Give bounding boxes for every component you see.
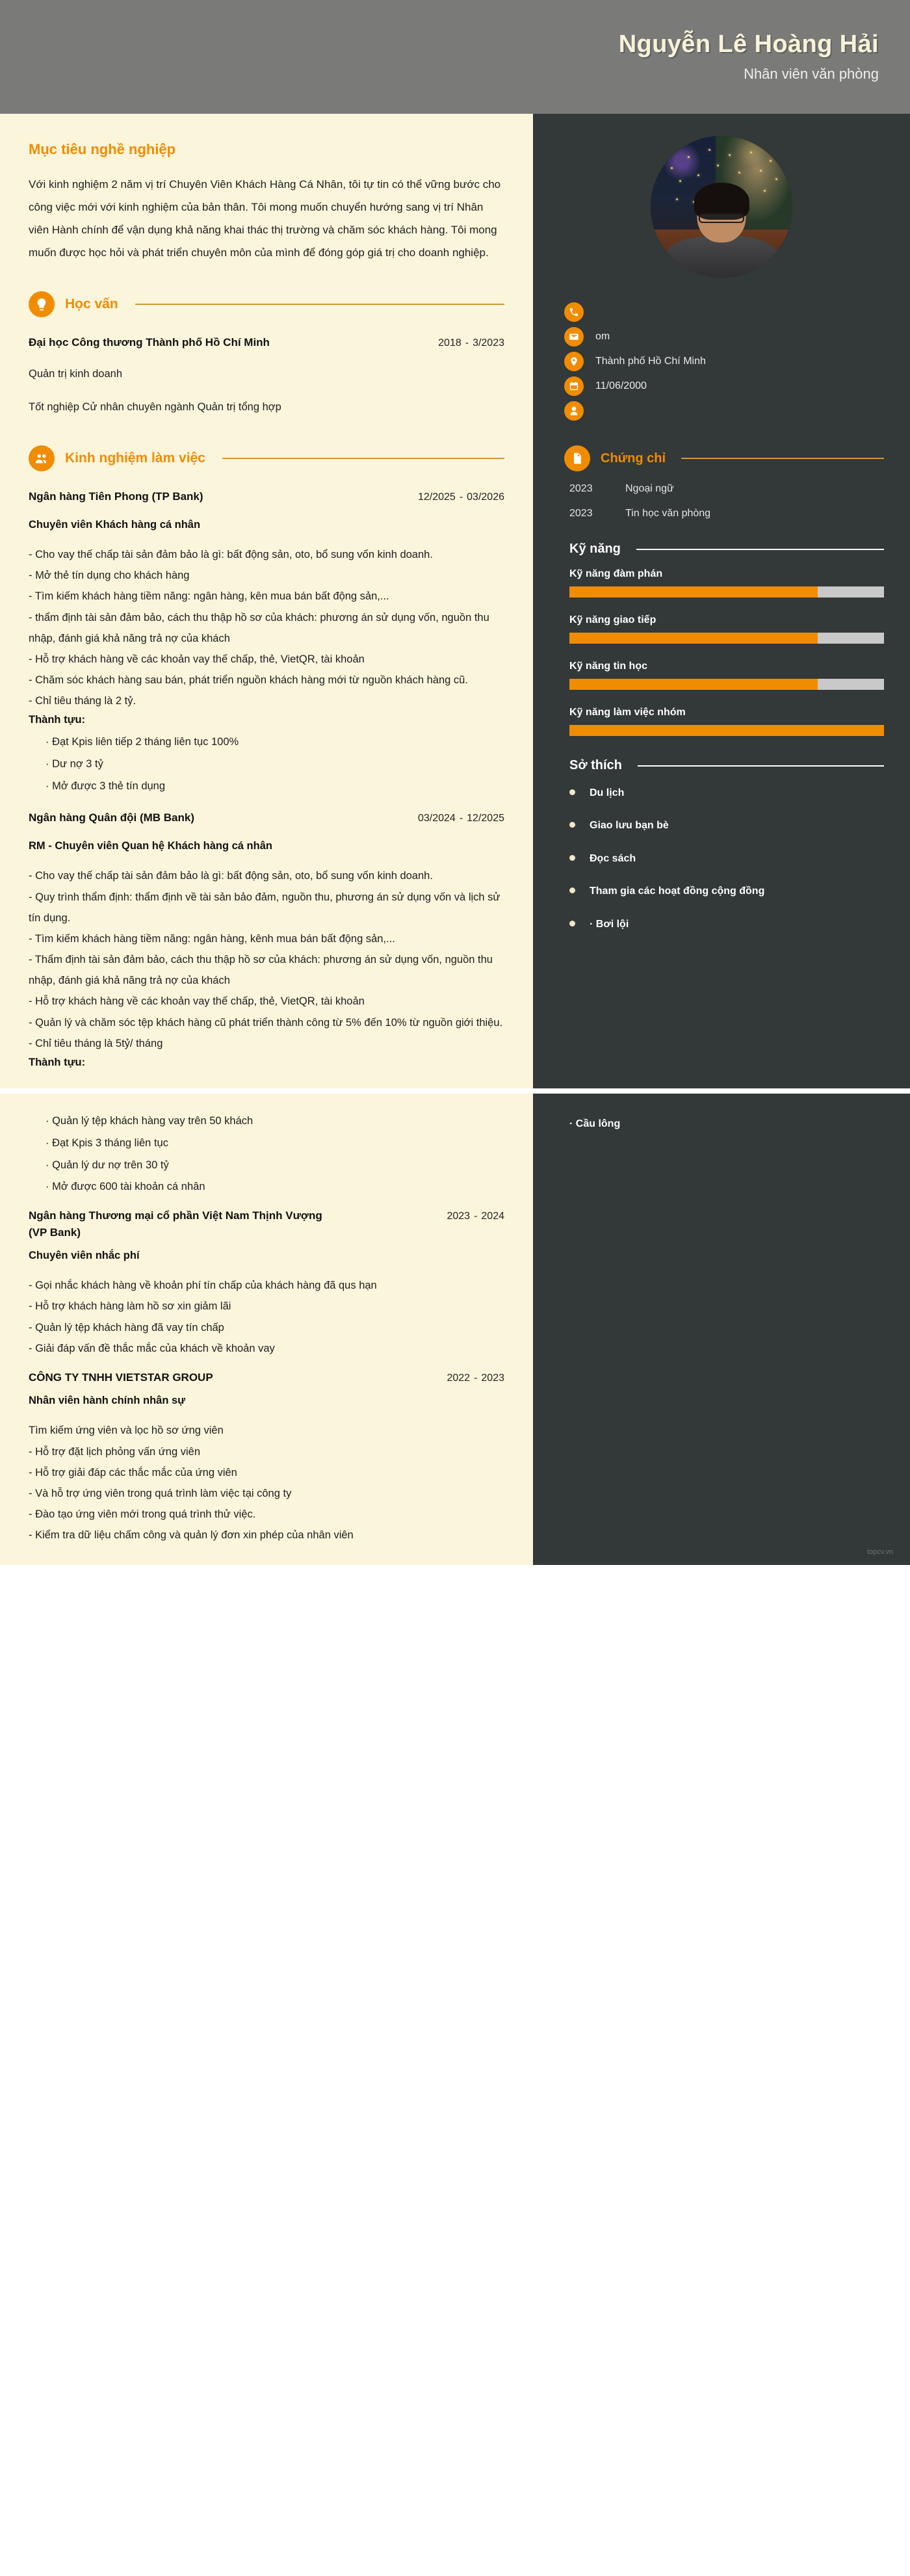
job-bullet: - Quy trình thẩm định: thẩm định về tài sản bảo đảm, nguồn thu, phương án sử dụng vốn và lịch sử tín dụng.	[29, 891, 500, 924]
job-bullet: - Chỉ tiêu tháng là 2 tỷ.	[29, 695, 136, 707]
certificates-section-header	[564, 445, 884, 471]
contact-birthdate: 11/06/2000	[595, 380, 647, 391]
cv-page	[0, 0, 910, 1088]
skills-title: Kỹ năng	[569, 542, 621, 556]
job-to: 03/2026	[467, 491, 504, 503]
education-from: 2018	[438, 337, 462, 349]
achievements-label: Thành tựu:	[29, 714, 86, 726]
job-bullet: - Hỗ trợ khách hàng về các khoản vay thế chấp, thẻ, VietQR, tài khoản	[29, 653, 365, 665]
job-bullet: - Hỗ trợ giải đáp các thắc mắc của ứng viên	[29, 1466, 237, 1479]
job-bullet: - thẩm định tài sản đảm bảo, cách thu thập hồ sơ của khách: phương án sử dụng vốn, nguồn thu nhập, đánh giá khả năng trả nợ của khách	[29, 611, 489, 644]
job-role: Chuyên viên Khách hàng cá nhân	[29, 519, 201, 531]
certificates-list	[569, 483, 884, 519]
section-rule	[222, 458, 504, 459]
experience-item	[29, 1369, 504, 1546]
sidebar-column	[533, 114, 910, 1088]
job-role: RM - Chuyên viên Quan hệ Khách hàng cá nhân	[29, 840, 272, 852]
hobby-label: Đọc sách	[590, 852, 636, 864]
page-break	[0, 1088, 910, 1094]
skill-name: Kỹ năng đàm phán	[569, 568, 663, 579]
education-section-header	[29, 291, 504, 317]
avatar-person	[683, 190, 760, 278]
job-bullets	[29, 544, 504, 711]
section-rule	[135, 304, 504, 305]
bullet-dot-icon	[569, 855, 575, 861]
skill-bar-fill	[569, 586, 818, 598]
avatar-wrapper	[533, 114, 910, 278]
job-bullet: - Hỗ trợ đặt lịch phỏng vấn ứng viên	[29, 1445, 201, 1458]
education-note: Tốt nghiệp Cử nhân chuyên ngành Quản trị tổng hợp	[29, 401, 281, 414]
hobby-label: Tham gia các hoạt đồng cộng đồng	[590, 886, 765, 897]
skill-name: Kỹ năng làm việc nhóm	[569, 707, 686, 718]
bullet-dot-icon	[569, 822, 575, 828]
job-dates: 2022 - 2023	[447, 1372, 504, 1384]
hobbies-section-header	[569, 758, 884, 773]
document-icon	[564, 445, 590, 471]
achievement-item: · Mở được 600 tài khoản cá nhân	[46, 1176, 504, 1198]
hobby-label: · Cầu lông	[569, 1118, 621, 1129]
skills-section-header	[569, 542, 884, 557]
achievement-item: · Đạt Kpis liên tiếp 2 tháng liên tục 100%	[46, 731, 504, 754]
skill-name: Kỹ năng giao tiếp	[569, 614, 656, 625]
job-bullet: - Tìm kiếm khách hàng tiềm năng: ngân hàng, kên mua bán bất động sản,...	[29, 590, 389, 603]
certificate-item	[569, 508, 884, 519]
contact-location: Thành phố Hồ Chí Minh	[595, 356, 706, 367]
job-bullet: - Quản lý tệp khách hàng đã vay tín chấp	[29, 1321, 224, 1334]
job-bullet: - Hỗ trợ khách hàng về các khoản vay thế chấp, thẻ, VietQR, tài khoản	[29, 995, 365, 1008]
job-to: 2024	[481, 1211, 504, 1222]
job-bullet: - Và hỗ trợ ứng viên trong quá trình làm việc tại công ty	[29, 1487, 292, 1499]
objective-text: Với kinh nghiệm 2 năm vị trí Chuyên Viên Khách Hàng Cá Nhân, tôi tự tin có thể vững bước cho công việc mới với kinh nghiệm của bản thân. Tôi mong muốn chuyển hướng sang vị trí Nhân viên Hành chính để vận dụng khả năng khai thác thị trường và chăm sóc khách hàng. Tôi mong muốn được học hỏi và phát triển chuyên môn của mình để đóng góp giá trị cho doanh nghiệp.	[29, 178, 501, 259]
job-from: 2023	[447, 1211, 471, 1222]
job-bullet: - Giải đáp vấn đề thắc mắc của khách về khoản vay	[29, 1342, 275, 1354]
hobby-item	[569, 850, 884, 867]
location-icon	[564, 352, 584, 371]
job-org: CÔNG TY TNHH VIETSTAR GROUP	[29, 1371, 213, 1384]
job-org: Ngân hàng Quân đội (MB Bank)	[29, 811, 194, 824]
skill-bar	[569, 725, 884, 736]
hobby-item	[569, 817, 884, 834]
hobbies-title: Sở thích	[569, 758, 622, 772]
hobby-item	[569, 916, 884, 933]
certificates-title: Chứng chỉ	[601, 451, 666, 466]
contact-row-gender[interactable]	[564, 399, 884, 423]
email-icon	[564, 327, 584, 347]
calendar-icon	[564, 376, 584, 396]
skill-bar	[569, 586, 884, 598]
job-bullet: - Đào tạo ứng viên mới trong quá trình thử việc.	[29, 1508, 256, 1521]
job-dates: 12/2025 - 03/2026	[417, 491, 504, 503]
achievement-item: · Mở được 3 thẻ tín dụng	[46, 776, 504, 798]
job-bullet: Tìm kiếm ứng viên và lọc hồ sơ ứng viên	[29, 1425, 224, 1437]
experience-section-header	[29, 445, 504, 471]
skill-item	[569, 568, 884, 598]
experience-item	[29, 809, 504, 1069]
job-bullet: - Cho vay thế chấp tài sản đảm bảo là gì: bất động sản, oto, bổ sung vốn kinh doanh.	[29, 870, 433, 882]
main-content-column-2	[0, 1094, 533, 1565]
bullet-dot-icon	[569, 789, 575, 795]
section-rule	[638, 765, 884, 767]
hobby-label: Giao lưu bạn bè	[590, 820, 669, 832]
job-bullets	[29, 1275, 504, 1359]
skill-name: Kỹ năng tin học	[569, 661, 647, 672]
bullet-dot-icon	[569, 921, 575, 927]
job-from: 2022	[447, 1372, 471, 1384]
contact-email: om	[595, 331, 610, 342]
job-from: 03/2024	[417, 812, 456, 824]
phone-icon	[564, 302, 584, 322]
job-bullet: - Kiểm tra dữ liệu chấm công và quản lý đơn xin phép của nhân viên	[29, 1529, 354, 1542]
cv-header	[0, 0, 910, 114]
certificate-name: Tin học văn phòng	[625, 508, 711, 519]
skill-item	[569, 661, 884, 690]
contact-row-birthdate[interactable]	[564, 374, 884, 399]
job-bullet: - Mở thẻ tín dụng cho khách hàng	[29, 570, 190, 582]
job-bullet: - Thẩm định tài sản đảm bảo, cách thu thập hồ sơ của khách: phương án sử dụng vốn, nguồn thu nhập, đánh giá khả năng trả nợ của khách	[29, 954, 493, 987]
section-rule	[636, 549, 884, 550]
achievement-item: · Đạt Kpis 3 tháng liên tục	[46, 1133, 504, 1155]
job-org: Ngân hàng Tiên Phong (TP Bank)	[29, 490, 203, 503]
education-row	[29, 334, 504, 351]
job-org: Ngân hàng Thương mại cổ phần Việt Nam Thịnh Vượng (VP Bank)	[29, 1209, 322, 1239]
certificate-year: 2023	[569, 508, 593, 519]
cv-body	[0, 114, 910, 1088]
contact-row-phone[interactable]	[564, 300, 884, 324]
hobby-item	[569, 785, 884, 802]
job-from: 12/2025	[417, 491, 456, 503]
hobby-item	[569, 883, 884, 900]
achievements-list	[29, 1111, 504, 1198]
job-bullet: - Quản lý và chăm sóc tệp khách hàng cũ phát triển thành công từ 5% đến 10% từ nguồn giới thiệu.	[29, 1016, 503, 1029]
hobbies-list	[569, 785, 884, 933]
experience-title: Kinh nghiệm làm việc	[65, 450, 205, 466]
contact-row-email[interactable]	[564, 324, 884, 349]
job-dates: 03/2024 - 12/2025	[417, 812, 504, 824]
education-to: 3/2023	[473, 337, 504, 349]
people-icon	[29, 445, 55, 471]
avatar	[651, 136, 792, 278]
job-bullet: - Tìm kiếm khách hàng tiềm năng: ngân hàng, kênh mua bán bất động sản,...	[29, 932, 395, 945]
cv-page-2	[0, 1094, 910, 1565]
skill-bar-fill	[569, 633, 818, 644]
skill-item	[569, 707, 884, 736]
hobby-label: Du lịch	[590, 787, 625, 798]
bullet-dot-icon	[569, 887, 575, 893]
job-dates: 2023 - 2024	[447, 1211, 504, 1222]
candidate-role: Nhân viên văn phòng	[744, 66, 879, 83]
job-bullet: - Chỉ tiêu tháng là 5tỷ/ tháng	[29, 1037, 163, 1049]
hobby-item	[569, 1116, 884, 1133]
skill-bar	[569, 633, 884, 644]
achievements-list	[29, 731, 504, 797]
certificate-item	[569, 483, 884, 495]
objective-title: Mục tiêu nghề nghiệp	[29, 141, 176, 157]
school-name: Đại học Công thương Thành phố Hồ Chí Minh	[29, 336, 270, 349]
job-bullet: - Hỗ trợ khách hàng làm hồ sơ xin giảm lãi	[29, 1300, 231, 1313]
education-major: Quản trị kinh doanh	[29, 367, 123, 380]
skill-bar-fill	[569, 725, 884, 736]
education-dates: 2018 - 3/2023	[438, 337, 504, 349]
watermark: topcv.vn	[866, 1548, 893, 1557]
job-bullet: - Chăm sóc khách hàng sau bán, phát triển nguồn khách hàng mới từ nguồn khách hàng cũ.	[29, 674, 468, 687]
achievement-item: · Quản lý tệp khách hàng vay trên 50 khách	[46, 1111, 504, 1133]
skill-bar-fill	[569, 679, 818, 690]
certificate-year: 2023	[569, 483, 593, 494]
hobbies-list-continued	[569, 1116, 884, 1133]
person-icon	[564, 401, 584, 421]
cv-body-2	[0, 1094, 910, 1565]
page-whitespace	[0, 1565, 910, 2570]
skills-list	[569, 568, 884, 736]
job-bullet: - Cho vay thế chấp tài sản đảm bảo là gì: bất động sản, oto, bổ sung vốn kinh doanh.	[29, 549, 433, 561]
lightbulb-icon	[29, 291, 55, 317]
contact-row-location[interactable]	[564, 349, 884, 374]
achievements-label: Thành tựu:	[29, 1056, 86, 1068]
main-content-column	[0, 114, 533, 1088]
achievement-item: · Dư nợ 3 tỷ	[46, 754, 504, 776]
job-role: Chuyên viên nhắc phí	[29, 1250, 140, 1262]
achievement-item: · Quản lý dư nợ trên 30 tỷ	[46, 1155, 504, 1177]
job-bullets	[29, 1420, 504, 1545]
hobby-label: · Bơi lội	[590, 918, 629, 930]
job-to: 12/2025	[467, 812, 504, 824]
experience-item	[29, 488, 504, 798]
experience-item	[29, 1207, 504, 1359]
education-title: Học vấn	[65, 296, 118, 312]
job-to: 2023	[481, 1372, 504, 1384]
section-rule	[681, 458, 884, 459]
job-bullet: - Gọi nhắc khách hàng về khoản phí tín chấp của khách hàng đã qus hạn	[29, 1280, 377, 1292]
job-role: Nhân viên hành chính nhân sự	[29, 1395, 186, 1407]
job-bullets	[29, 865, 504, 1054]
candidate-name: Nguyễn Lê Hoàng Hải	[618, 30, 879, 58]
certificate-name: Ngoại ngữ	[625, 483, 674, 494]
skill-item	[569, 614, 884, 644]
sidebar-column-2	[533, 1094, 910, 1565]
skill-bar	[569, 679, 884, 690]
contact-list	[533, 300, 910, 423]
